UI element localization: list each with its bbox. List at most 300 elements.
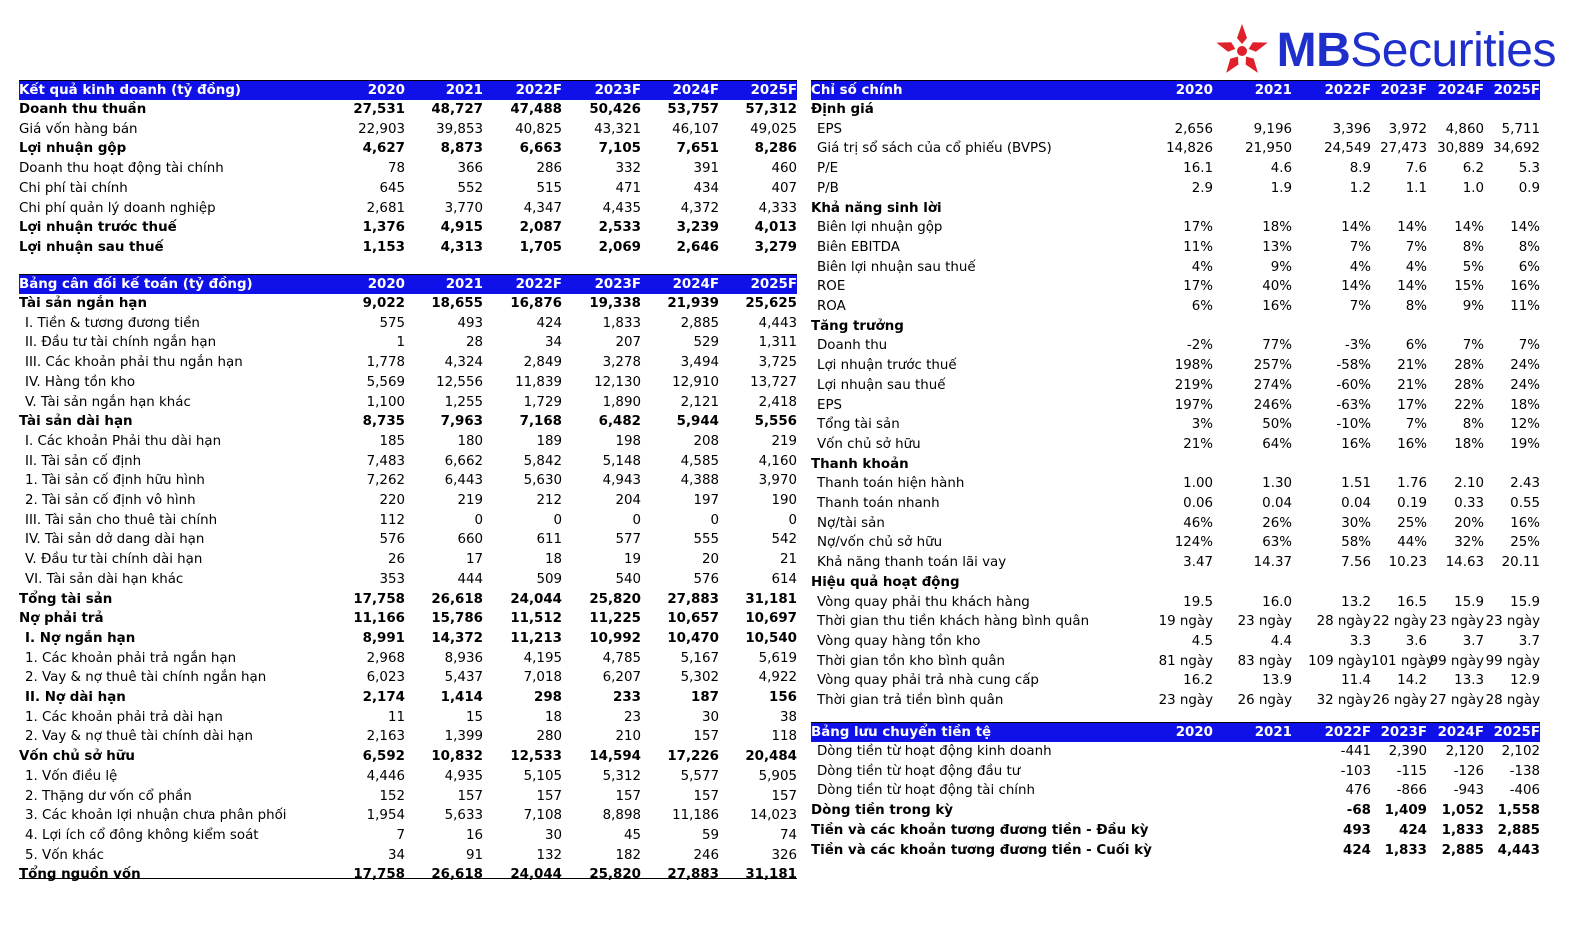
cell-value: 4% (1191, 259, 1213, 275)
table-row (19, 826, 797, 846)
cell-value: 187 (691, 690, 719, 706)
cell-value: 8,898 (602, 808, 641, 824)
cell-value: 1,558 (1497, 803, 1540, 819)
table-row (19, 432, 797, 452)
cell-value: -115 (1396, 763, 1427, 779)
cell-value: 0.04 (1341, 496, 1371, 512)
cell-value: 4,446 (366, 768, 405, 784)
cell-value: 611 (536, 532, 562, 548)
row-label: Tổng tài sản (19, 591, 113, 607)
cell-value: 23 ngày (1158, 693, 1213, 709)
cell-value: 5,842 (523, 453, 562, 469)
cell-value: 109 ngày (1308, 653, 1371, 669)
cell-value: 2,069 (598, 239, 641, 255)
cell-value: 38 (779, 709, 797, 725)
table-row (19, 471, 797, 491)
cell-value: 8,735 (362, 414, 405, 430)
row-label: 1. Các khoản phải trả ngắn hạn (25, 650, 237, 666)
table-row (19, 550, 797, 570)
cell-value: 257% (1253, 358, 1292, 374)
cell-value: 17% (1397, 397, 1427, 413)
cell-value: 2,968 (366, 650, 405, 666)
cell-value: 17 (465, 552, 483, 568)
cell-value: 11,512 (510, 611, 562, 627)
table-row (19, 570, 797, 590)
row-label: III. Các khoản phải thu ngắn hạn (25, 355, 243, 371)
table-row (19, 353, 797, 373)
cell-value: 28 ngày (1485, 693, 1540, 709)
cell-value: 15% (1454, 279, 1484, 295)
cell-value (1133, 781, 1213, 801)
cell-value (1371, 317, 1427, 337)
table-row (19, 511, 797, 531)
cell-value: 0 (553, 512, 562, 528)
table-row (811, 573, 1540, 593)
table-row (19, 139, 797, 159)
table-row (19, 412, 797, 432)
cell-value: 2,885 (1441, 842, 1484, 858)
cell-value: 10,832 (431, 749, 483, 765)
row-label: ROE (817, 279, 846, 295)
year-header: 2024F (641, 275, 719, 295)
cell-value: 57,312 (745, 102, 797, 117)
table-row (19, 806, 797, 826)
cell-value: 15 (465, 709, 483, 725)
table-row (811, 396, 1540, 416)
cell-value: 12,910 (672, 374, 719, 390)
cell-value: 21,939 (667, 296, 719, 311)
table-row (19, 333, 797, 353)
cell-value: 22 ngày (1372, 614, 1427, 630)
cell-value: 575 (379, 315, 405, 331)
row-label: EPS (817, 121, 843, 137)
row-label: VI. Tài sản dài hạn khác (25, 571, 184, 587)
cell-value: 31,181 (745, 591, 797, 607)
cell-value (1484, 455, 1540, 475)
row-label: Vòng quay phải trả nhà cung cấp (817, 673, 1039, 689)
table-row (811, 120, 1540, 140)
cell-value: 190 (771, 493, 797, 509)
row-label: Dòng tiền từ hoạt động đầu tư (817, 763, 1021, 779)
cell-value: -866 (1396, 783, 1427, 799)
cell-value: 32% (1454, 535, 1484, 551)
row-label: IV. Hàng tồn kho (25, 374, 136, 390)
cell-value (1292, 199, 1371, 219)
cell-value: 16% (1397, 436, 1427, 452)
cell-value (1133, 100, 1213, 120)
row-label: 1. Tài sản cố định hữu hình (25, 473, 205, 489)
cell-value: 23 ngày (1485, 614, 1540, 630)
cell-value: 1,778 (366, 355, 405, 371)
cell-value: 4,585 (680, 453, 719, 469)
cell-value: 24% (1510, 377, 1540, 393)
table-row (19, 727, 797, 747)
cell-value: 391 (693, 161, 719, 177)
cell-value: 25% (1510, 535, 1540, 551)
year-header: 2023F (1371, 81, 1427, 101)
cell-value: 9% (1462, 299, 1484, 315)
year-header: 2020 (324, 81, 405, 101)
cell-value: 0.9 (1518, 180, 1540, 196)
table-row (19, 393, 797, 413)
row-label: Định giá (811, 102, 874, 117)
cell-value: 660 (457, 532, 483, 548)
table-row (19, 747, 797, 767)
cell-value: 0 (710, 512, 719, 528)
table-row (811, 821, 1540, 841)
cell-value: 157 (693, 788, 719, 804)
cell-value: 6,482 (598, 414, 641, 430)
row-label: Tổng tài sản (817, 417, 900, 433)
cell-value: 7,105 (598, 141, 641, 157)
cell-value: 16.2 (1183, 673, 1213, 689)
table-row (811, 258, 1540, 278)
table-row (19, 590, 797, 610)
cell-value: 8,936 (444, 650, 483, 666)
cell-value: 1,833 (1441, 822, 1484, 838)
cell-value: 207 (615, 335, 641, 351)
year-header: 2025F (719, 275, 797, 295)
cell-value: 7% (1405, 417, 1427, 433)
table-row (811, 199, 1540, 219)
cell-value: 4.5 (1191, 633, 1213, 649)
cell-value: 12.9 (1510, 673, 1540, 689)
cell-value: 7,483 (366, 453, 405, 469)
cell-value: 17,758 (353, 867, 405, 883)
cell-value: 353 (379, 571, 405, 587)
cell-value: 3,970 (758, 473, 797, 489)
table-row (19, 100, 797, 120)
cell-value: 30 (701, 709, 719, 725)
balance-sheet-table (19, 274, 797, 885)
cell-value: 8,286 (754, 141, 797, 157)
cell-value: 3,279 (754, 239, 797, 255)
row-label: V. Tài sản ngắn hạn khác (25, 394, 191, 410)
cell-value: 21,950 (1245, 141, 1292, 157)
cell-value: 4,333 (758, 200, 797, 216)
cell-value: 13.9 (1262, 673, 1292, 689)
table-row (19, 846, 797, 866)
table-row (811, 317, 1540, 337)
cell-value: 4,324 (444, 355, 483, 371)
cell-value: 14.2 (1397, 673, 1427, 689)
cell-value: 5,312 (602, 768, 641, 784)
cell-value: 7.6 (1405, 161, 1427, 177)
cell-value (1427, 573, 1484, 593)
cell-value: 1,052 (1441, 803, 1484, 819)
cell-value: 9,196 (1253, 121, 1292, 137)
cell-value: 1.9 (1270, 180, 1292, 196)
cell-value: 6,207 (602, 670, 641, 686)
cell-value: 30 (544, 827, 562, 843)
row-label: I. Các khoản Phải thu dài hạn (25, 433, 222, 449)
cell-value: -103 (1340, 763, 1371, 779)
cell-value: 34 (544, 335, 562, 351)
cell-value: 11% (1510, 299, 1540, 315)
cell-value: -68 (1346, 803, 1371, 819)
cell-value: 7% (1518, 338, 1540, 354)
table-row (19, 373, 797, 393)
cell-value: 515 (536, 180, 562, 196)
balance-header-row (19, 275, 797, 295)
cell-value: 11% (1183, 239, 1213, 255)
cell-value: 14% (1341, 279, 1371, 295)
cell-value: 34,692 (1493, 141, 1540, 157)
cell-value: 14% (1397, 220, 1427, 236)
table-row (19, 708, 797, 728)
table-row (19, 649, 797, 669)
cell-value: 2.9 (1191, 180, 1213, 196)
row-label: 2. Vay & nợ thuê tài chính dài hạn (25, 729, 253, 745)
cell-value: 24,044 (510, 591, 562, 607)
cell-value: 1,833 (1384, 842, 1427, 858)
ratios-header-row (811, 81, 1540, 101)
year-header: 2022F (1292, 723, 1371, 743)
cell-value: 460 (771, 161, 797, 177)
row-label: Thời gian trả tiền bình quân (817, 693, 1004, 709)
cell-value: 157 (536, 788, 562, 804)
cell-value (1371, 455, 1427, 475)
cell-value: 1.00 (1183, 476, 1213, 492)
cell-value: 24,044 (510, 867, 562, 883)
cell-value: 9,022 (362, 296, 405, 311)
cell-value: 4,388 (680, 473, 719, 489)
cell-value: 74 (779, 827, 797, 843)
cell-value: -3% (1344, 338, 1371, 354)
row-label: Doanh thu (817, 338, 888, 354)
cell-value: 5,944 (676, 414, 719, 430)
table-row (19, 218, 797, 238)
cell-value: 246% (1253, 397, 1292, 413)
cell-value: 6% (1518, 259, 1540, 275)
table-row (811, 277, 1540, 297)
cell-value: 7% (1462, 338, 1484, 354)
cell-value: 424 (536, 315, 562, 331)
cell-value: -60% (1336, 377, 1371, 393)
cell-value: 18% (1454, 436, 1484, 452)
cell-value: 39,853 (436, 121, 483, 137)
cell-value: 3.7 (1462, 633, 1484, 649)
cell-value: 26% (1262, 515, 1292, 531)
cell-value: 2,120 (1445, 744, 1484, 759)
cell-value: 6,592 (362, 749, 405, 765)
cell-value: 0.33 (1454, 496, 1484, 512)
cell-value: 434 (693, 180, 719, 196)
cell-value: 6,662 (444, 453, 483, 469)
row-label: 1. Các khoản phải trả dài hạn (25, 709, 223, 725)
cell-value: 7% (1349, 239, 1371, 255)
table-row (19, 491, 797, 511)
mb-securities-logo (1211, 20, 1556, 82)
cell-value: 298 (534, 690, 562, 706)
cell-value: 14% (1397, 279, 1427, 295)
year-header: 2020 (1133, 81, 1213, 101)
year-header: 2023F (1371, 723, 1427, 743)
cell-value: -406 (1509, 783, 1540, 799)
row-label: Lợi nhuận trước thuế (817, 358, 957, 374)
row-label: Thanh khoản (811, 456, 909, 472)
cell-value: 540 (615, 571, 641, 587)
row-label: Biên lợi nhuận gộp (817, 220, 943, 236)
row-label: Nợ phải trả (19, 611, 104, 627)
cell-value: 1.30 (1262, 476, 1292, 492)
cell-value: 219% (1174, 377, 1213, 393)
cell-value (1213, 317, 1292, 337)
cell-value: 50,426 (589, 102, 641, 117)
table-row (811, 415, 1540, 435)
year-header: 2025F (1484, 723, 1540, 743)
cell-value: 5,437 (444, 670, 483, 686)
cell-value: 50% (1262, 417, 1292, 433)
cell-value: 4,785 (602, 650, 641, 666)
cell-value: 0.06 (1183, 496, 1213, 512)
cell-value: 28 (465, 335, 483, 351)
cell-value: 13% (1262, 239, 1292, 255)
row-label: Khả năng thanh toán lãi vay (817, 555, 1007, 571)
cell-value: 12,556 (436, 374, 483, 390)
cell-value: 3,396 (1332, 121, 1371, 137)
cell-value: 63% (1262, 535, 1292, 551)
cell-value: 189 (536, 433, 562, 449)
year-header: 2021 (1213, 723, 1292, 743)
cell-value (1133, 317, 1213, 337)
cell-value: 83 ngày (1237, 653, 1292, 669)
row-label: Vốn chủ sở hữu (817, 436, 921, 452)
cell-value (1371, 100, 1427, 120)
cell-value (1213, 841, 1292, 861)
row-label: Tiền và các khoản tương đương tiền - Đầu kỳ (811, 822, 1149, 838)
row-label: ROA (817, 299, 846, 315)
cell-value: 0 (632, 512, 641, 528)
table-row (19, 159, 797, 179)
table-row (19, 629, 797, 649)
cash-flow-table (811, 722, 1540, 860)
cell-value (1213, 781, 1292, 801)
cell-value: 4,347 (523, 200, 562, 216)
row-label: 2. Tài sản cố định vô hình (25, 493, 196, 509)
row-label: Lợi nhuận gộp (19, 141, 127, 157)
row-label: II. Nợ dài hạn (25, 690, 126, 706)
row-label: 5. Vốn khác (25, 847, 104, 863)
cell-value: 23 ngày (1429, 614, 1484, 630)
row-label: P/E (817, 161, 839, 177)
cell-value: -2% (1186, 338, 1213, 354)
cell-value: 4,013 (754, 220, 797, 236)
cell-value: 1,399 (444, 729, 483, 745)
table-row (811, 612, 1540, 632)
cell-value: 476 (1345, 783, 1371, 799)
cell-value: 645 (379, 180, 405, 196)
cell-value: 2,885 (680, 315, 719, 331)
cell-value: 132 (536, 847, 562, 863)
cell-value: 3.7 (1518, 633, 1540, 649)
cell-value: 25,820 (589, 591, 641, 607)
cell-value: 3,239 (676, 220, 719, 236)
cell-value: 10,540 (745, 630, 797, 646)
cell-value: 0.19 (1397, 496, 1427, 512)
cell-value: 17% (1183, 279, 1213, 295)
cell-value: 3,278 (602, 355, 641, 371)
cell-value: 0.55 (1510, 496, 1540, 512)
cell-value: 118 (771, 729, 797, 745)
cell-value: 13.2 (1341, 594, 1371, 610)
cell-value: 1,954 (366, 808, 405, 824)
row-label: Thanh toán hiện hành (817, 476, 965, 492)
cell-value (1484, 100, 1540, 120)
cell-value: 157 (457, 788, 483, 804)
cell-value: 11,213 (510, 630, 562, 646)
cell-value: 27,473 (1380, 141, 1427, 157)
row-label: Biên EBITDA (817, 239, 900, 255)
cell-value: 10,697 (745, 611, 797, 627)
table-row (811, 435, 1540, 455)
cell-value: 185 (379, 433, 405, 449)
cell-value: 208 (693, 433, 719, 449)
cell-value: 46% (1183, 515, 1213, 531)
cell-value: 2,533 (598, 220, 641, 236)
cell-value: 1,890 (602, 394, 641, 410)
row-label: III. Tài sản cho thuê tài chính (25, 512, 218, 528)
cell-value: 21% (1397, 358, 1427, 374)
row-label: Nợ/vốn chủ sở hữu (817, 535, 943, 551)
cell-value: 7,108 (523, 808, 562, 824)
cell-value (1484, 317, 1540, 337)
cell-value (1371, 199, 1427, 219)
table-row (811, 514, 1540, 534)
row-label: Dòng tiền từ hoạt động kinh doanh (817, 744, 1052, 759)
table-row (811, 336, 1540, 356)
row-label: Giá trị sổ sách của cổ phiếu (BVPS) (817, 141, 1052, 157)
cell-value: 332 (615, 161, 641, 177)
cell-value: 3.3 (1349, 633, 1371, 649)
cell-value: 509 (536, 571, 562, 587)
cell-value: 576 (693, 571, 719, 587)
row-label: Lợi nhuận sau thuế (19, 239, 164, 255)
cell-value: 1.0 (1462, 180, 1484, 196)
cell-value: 32 ngày (1316, 693, 1371, 709)
cell-value: 12,533 (510, 749, 562, 765)
cell-value: 8% (1462, 417, 1484, 433)
cell-value: 101 ngày (1371, 653, 1434, 669)
table-row (811, 474, 1540, 494)
year-header: 2025F (1484, 81, 1540, 101)
cell-value: 2,087 (519, 220, 562, 236)
cell-value: 16% (1510, 515, 1540, 531)
cell-value: 7,168 (519, 414, 562, 430)
row-label: Biên lợi nhuận sau thuế (817, 259, 976, 275)
cell-value: 11.4 (1341, 673, 1371, 689)
row-label: II. Đầu tư tài chính ngắn hạn (25, 335, 217, 351)
row-label: 1. Vốn điều lệ (25, 768, 118, 784)
income-title: Kết quả kinh doanh (tỷ đồng) (19, 81, 324, 101)
cell-value: 13,727 (750, 374, 797, 390)
cell-value: 11,186 (672, 808, 719, 824)
table-row (811, 841, 1540, 861)
cell-value: 27 ngày (1429, 693, 1484, 709)
cell-value: 11 (387, 709, 405, 725)
cell-value: 5,619 (758, 650, 797, 666)
cell-value: 18 (544, 552, 562, 568)
cell-value: 2.43 (1510, 476, 1540, 492)
cell-value: 326 (771, 847, 797, 863)
row-label: Thanh toán nhanh (817, 496, 940, 512)
cell-value: 182 (615, 847, 641, 863)
table-row (19, 668, 797, 688)
row-label: 3. Các khoản lợi nhuận chưa phân phối (25, 808, 287, 824)
cell-value: 3,725 (758, 355, 797, 371)
cell-value: 1,409 (1384, 803, 1427, 819)
cell-value: 152 (379, 788, 405, 804)
